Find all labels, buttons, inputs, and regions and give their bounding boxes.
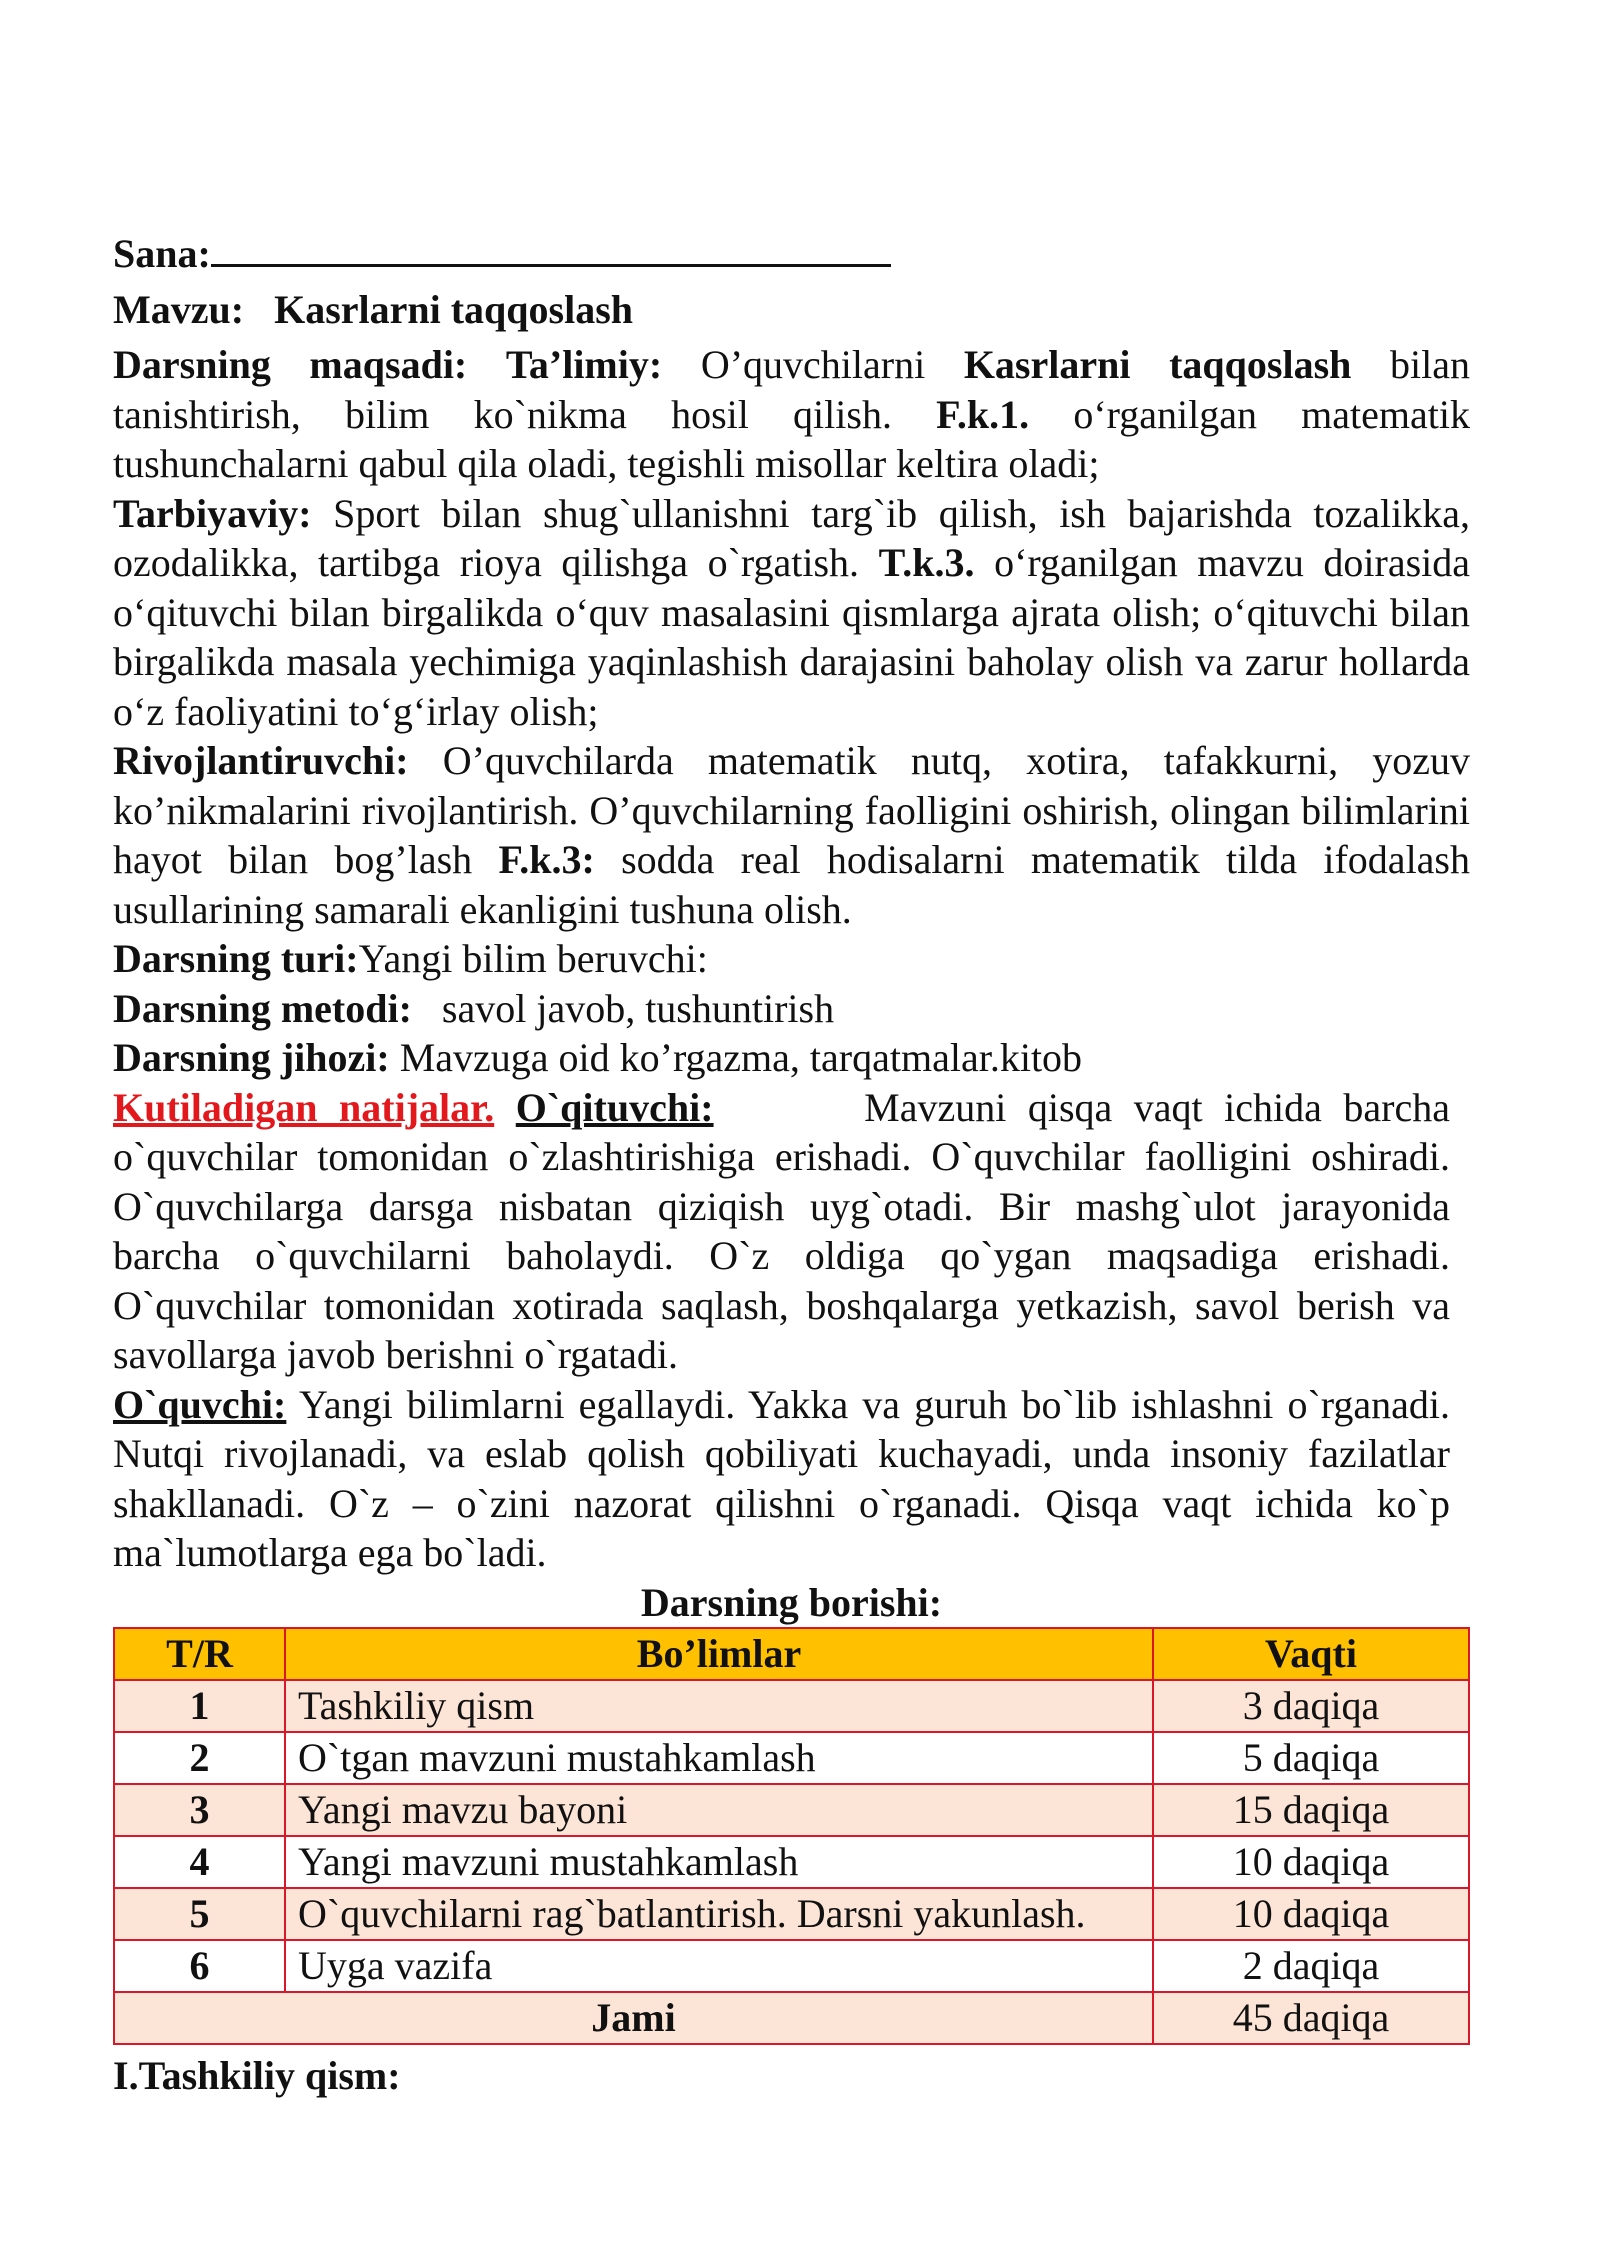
student-text: Yangi bilimlarni egallaydi. Yakka va guruh bo`lib ishlashni o`rganadi. Nutqi rivojlanadi, va eslab qolish qobiliyati kuchayadi, unda insoniy fazilatlar shakllanadi. O`z – o`zini nazorat qilishni o`rganadi. Qisqa vaqt ichida ko`p ma`lumotlarga ega bo`ladi.: [113, 1381, 1451, 1575]
lesson-type-label: Darsning turi:: [113, 936, 359, 981]
section-1-title: I.Tashkiliy qism:: [113, 2053, 401, 2098]
row-section: Tashkiliy qism: [285, 1680, 1153, 1732]
column-header-sections: Bo’limlar: [285, 1628, 1153, 1680]
developing-paragraph: [113, 736, 1470, 934]
table-row: [114, 1680, 1469, 1732]
table-row: [114, 1888, 1469, 1940]
lesson-method-line: [113, 984, 1470, 1034]
teacher-label: O`qituvchi:: [515, 1084, 714, 1130]
teacher-text: Mavzuni qisqa vaqt ichida barcha o`quvchilar tomonidan o`zlashtirishiga erishadi. O`quvchilar faolligini oshiradi. O`quvchilarga darsga nisbatan qiziqish uyg`otadi. Bir mashg`ulot jarayonida barcha o`quvchilarni baholaydi. O`z oldiga qo`ygan maqsadiga erishadi. O`quvchilar tomonidan xotirada saqlash, boshqalarga yetkazish, savol berish va savollarga javob berishni o`rgatadi.: [113, 1084, 1450, 1377]
row-section: O`quvchilarni rag`batlantirish. Darsni yakunlash.: [285, 1888, 1153, 1940]
topic-label: Mavzu:: [113, 286, 245, 332]
date-line: [113, 228, 1470, 279]
upbringing-paragraph: [113, 489, 1470, 737]
developing-text-2: sodda real hodisalarni matematik tilda ifodalash usullarining samarali ekanligini tushuna olish.: [113, 837, 1470, 932]
lesson-type-line: [113, 934, 1470, 984]
row-section: Yangi mavzuni mustahkamlash: [285, 1836, 1153, 1888]
table-row: [114, 1836, 1469, 1888]
educational-text-1: O’quvchilarni: [700, 342, 926, 387]
lesson-method-value: savol javob, tushuntirish: [441, 985, 835, 1031]
total-label-text: Jami: [591, 1995, 676, 2040]
educational-text-2: bilan tanishtirish, bilim ko`nikma hosil qilish.: [113, 342, 1471, 437]
row-number: 5: [114, 1888, 285, 1940]
developing-label: Rivojlantiruvchi:: [113, 738, 409, 783]
upbringing-label: Tarbiyaviy:: [113, 490, 312, 536]
lesson-flow-title: [113, 1578, 1470, 1628]
row-section: Yangi mavzu bayoni: [285, 1784, 1153, 1836]
table-header-row: [114, 1628, 1469, 1680]
developing-text-1: O’quvchilarda matematik nutq, xotira, tafakkurni, yozuv ko’nikmalarini rivojlantirish. O’quvchilarning faolligini oshirish, olingan bilimlarini hayot bilan bog’lash: [113, 738, 1471, 882]
educational-topic: Kasrlarni taqqoslash: [963, 342, 1352, 387]
row-time: 5 daqiqa: [1153, 1732, 1469, 1784]
lesson-flow-table: [113, 1627, 1470, 2045]
lesson-equipment-value: Mavzuga oid ko’rgazma, tarqatmalar.kitob: [399, 1035, 1083, 1080]
goal-paragraph: [113, 340, 1470, 489]
expected-results-label: Kutiladigan natijalar.: [113, 1084, 495, 1130]
row-time: 2 daqiqa: [1153, 1940, 1469, 1992]
competency-fk3: F.k.3:: [498, 837, 595, 882]
lesson-plan: [113, 228, 1470, 2101]
upbringing-text-2: o‘rganilgan mavzu doirasida o‘qituvchi bilan birgalikda o‘quv masalasini qismlarga ajrata olish; o‘qituvchi bilan birgalikda masala yechimiga yaqinlashish darajasini baholay olish va zarur hollarda o‘z faoliyatini to‘g‘irlay olish;: [113, 540, 1471, 734]
lesson-type-value: Yangi bilim beruvchi:: [358, 936, 708, 981]
upbringing-text-1: Sport bilan shug`ullanishni targ`ib qilish, ish bajarishda tozalikka, ozodalikka, tartibga rioya qilishga o`rgatish.: [113, 490, 1471, 585]
row-section: O`tgan mavzuni mustahkamlash: [285, 1732, 1153, 1784]
section-1-heading: [113, 2051, 1470, 2101]
column-header-time: Vaqti: [1153, 1628, 1469, 1680]
row-section: Uyga vazifa: [285, 1940, 1153, 1992]
row-time: 15 daqiqa: [1153, 1784, 1469, 1836]
date-label: Sana:: [113, 231, 211, 276]
column-header-number: T/R: [114, 1628, 285, 1680]
table-row: [114, 1784, 1469, 1836]
total-label: [114, 1992, 1153, 2044]
student-label: O`quvchi:: [113, 1381, 287, 1427]
expected-results-teacher: [113, 1083, 1450, 1380]
lesson-equipment-line: [113, 1033, 1470, 1083]
table-row: [114, 1732, 1469, 1784]
expected-results-student: [113, 1380, 1450, 1578]
table-total-row: [114, 1992, 1469, 2044]
educational-text-3: o‘rganilgan matematik tushunchalarni qabul qila oladi, tegishli misollar keltira oladi;: [113, 391, 1471, 486]
row-time: 3 daqiqa: [1153, 1680, 1469, 1732]
row-number: 2: [114, 1732, 285, 1784]
competency-fk1: F.k.1.: [936, 391, 1030, 437]
row-number: 6: [114, 1940, 285, 1992]
total-value: 45 daqiqa: [1153, 1992, 1469, 2044]
lesson-equipment-label: Darsning jihozi:: [113, 1035, 390, 1080]
date-blank[interactable]: [211, 228, 891, 267]
goal-label: Darsning maqsadi:: [113, 342, 468, 387]
table-row: [114, 1940, 1469, 1992]
topic-value: Kasrlarni taqqoslash: [274, 286, 634, 332]
row-time: 10 daqiqa: [1153, 1836, 1469, 1888]
row-number: 3: [114, 1784, 285, 1836]
lesson-flow-title-text: Darsning borishi:: [640, 1579, 943, 1625]
educational-label: Ta’limiy:: [505, 342, 663, 387]
lesson-method-label: Darsning metodi:: [113, 985, 412, 1031]
competency-tk3: T.k.3.: [878, 540, 975, 585]
row-number: 1: [114, 1680, 285, 1732]
topic-line: [113, 285, 1470, 335]
row-number: 4: [114, 1836, 285, 1888]
row-time: 10 daqiqa: [1153, 1888, 1469, 1940]
